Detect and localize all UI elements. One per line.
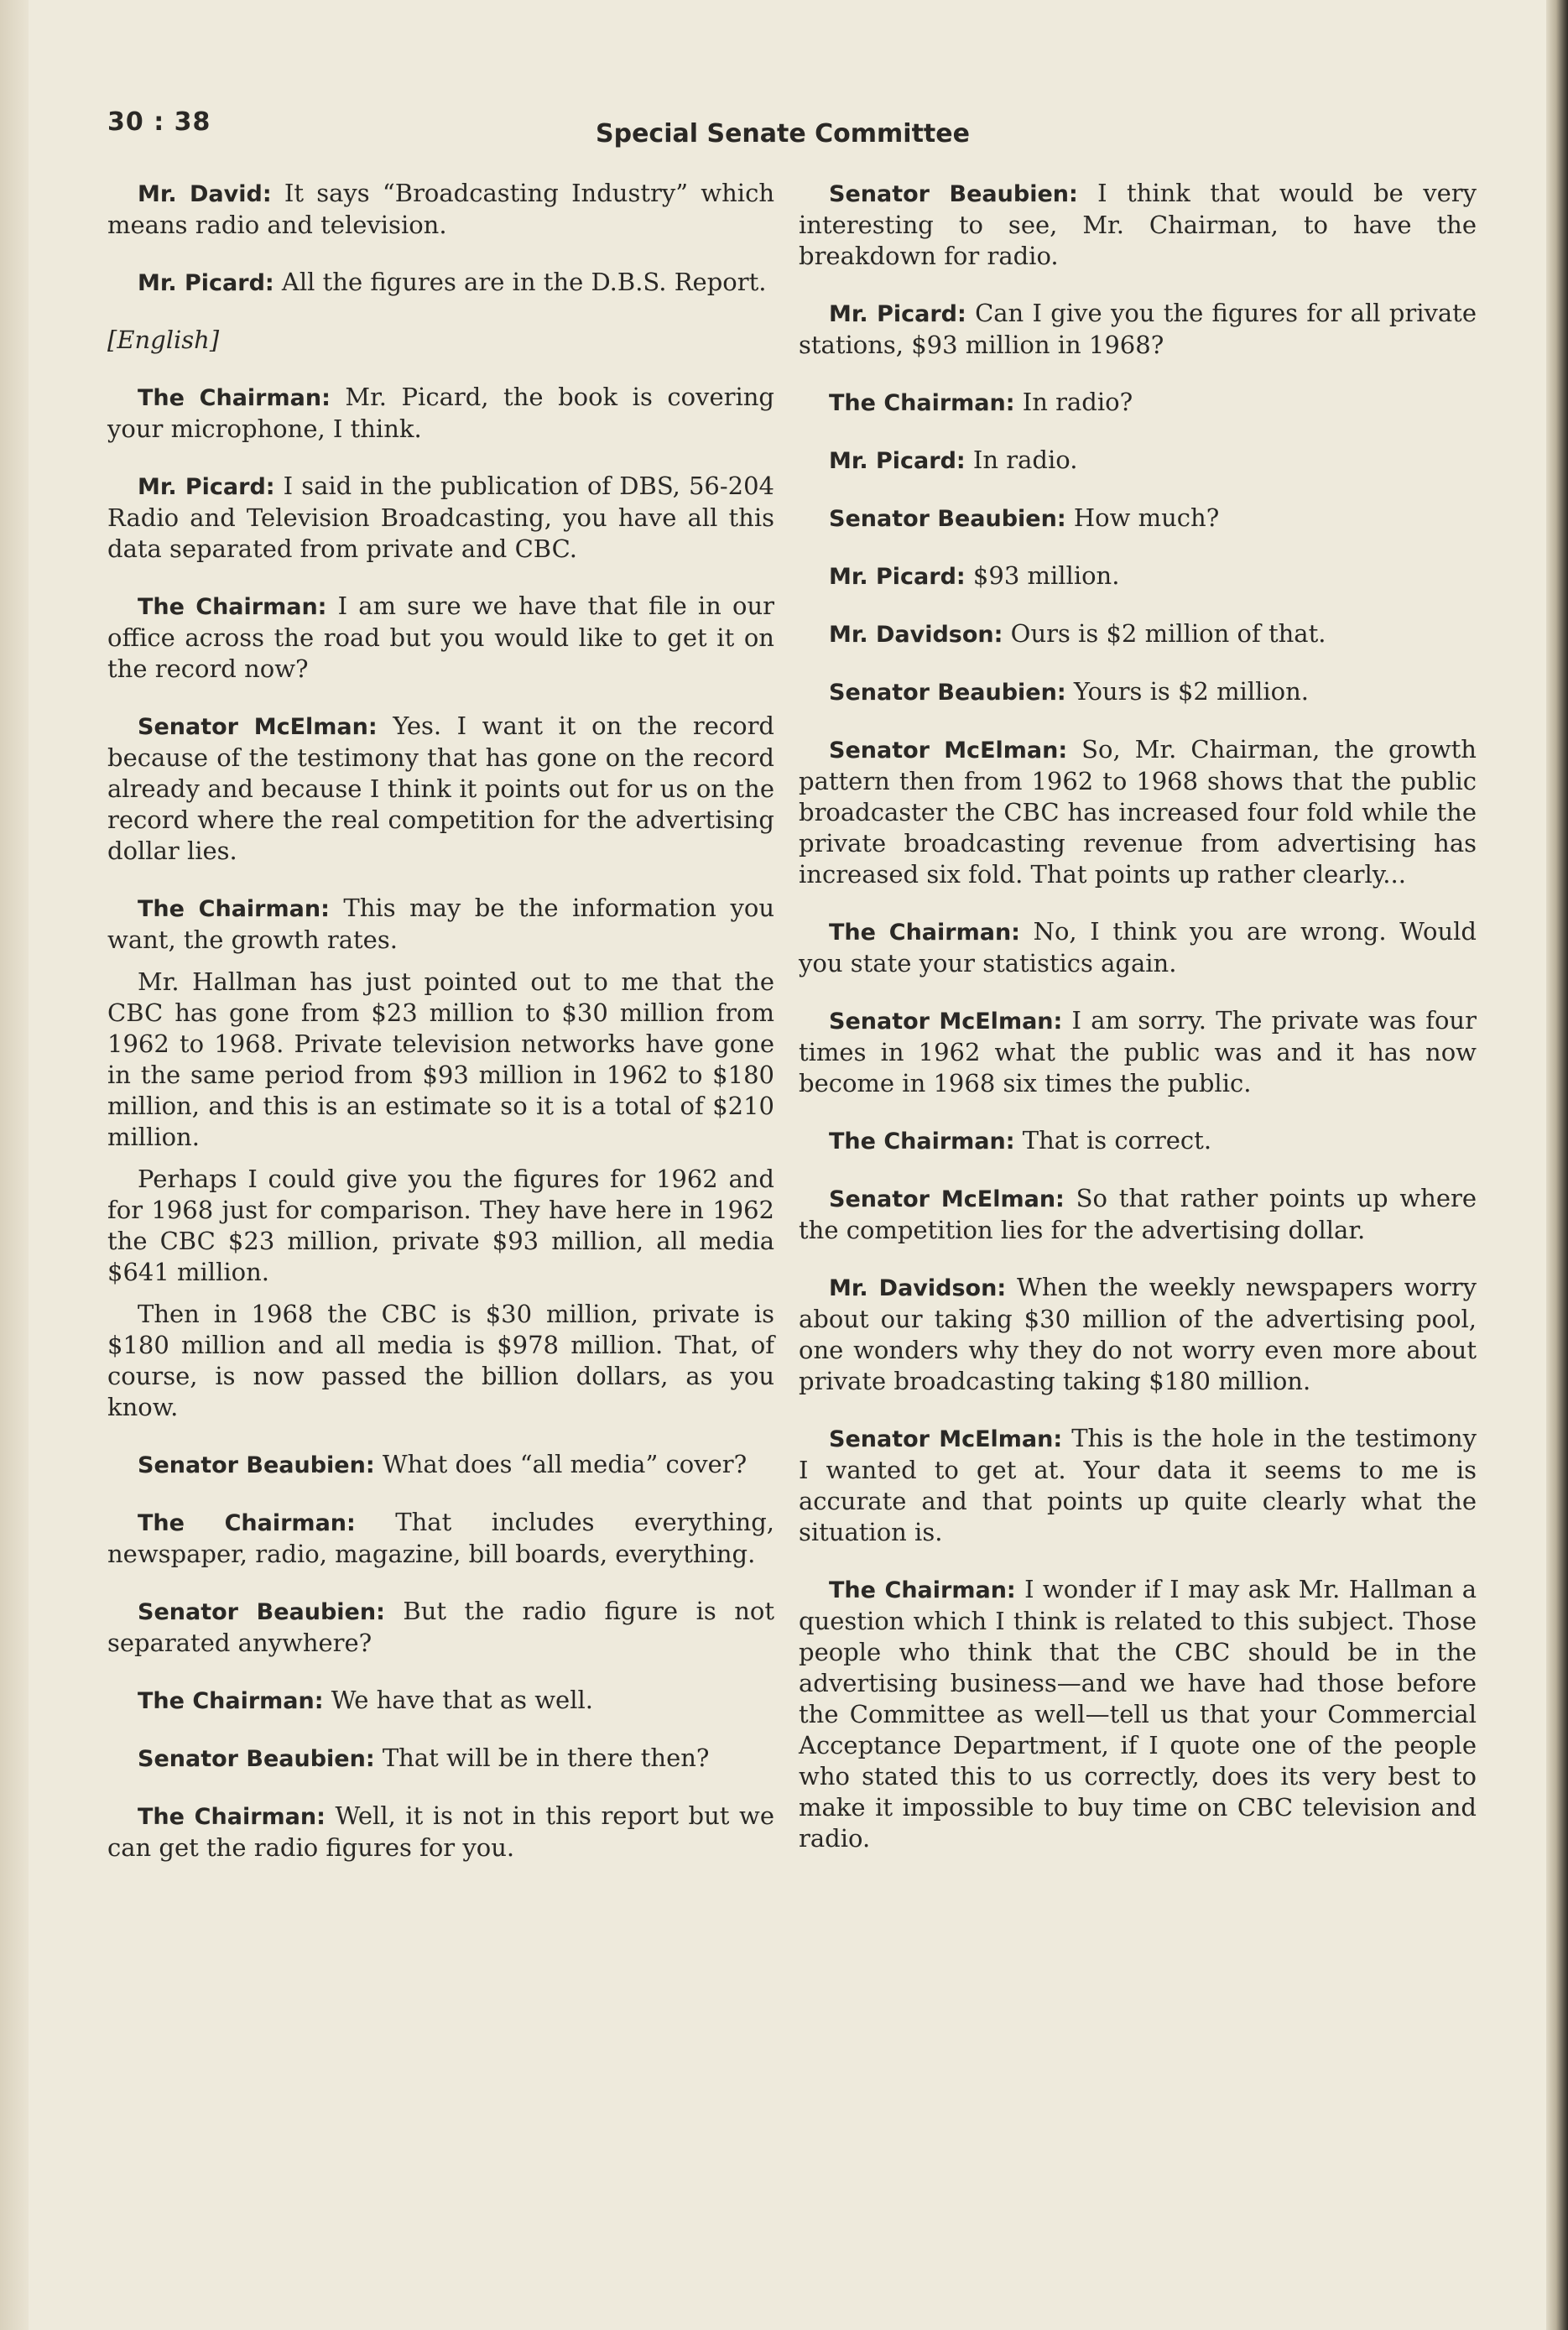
speech-text: That includes everything, newspaper, radio, magazine, bill boards, everything.	[107, 1508, 774, 1568]
transcript-paragraph	[799, 1005, 1477, 1099]
transcript-paragraph	[107, 591, 774, 685]
speaker-name: Senator McElman:	[829, 1426, 1063, 1452]
transcript-paragraph	[107, 1743, 774, 1775]
speaker-name: Senator Beaubien:	[138, 1599, 385, 1625]
transcript-paragraph	[799, 1125, 1477, 1157]
transcript-paragraph	[799, 560, 1477, 592]
transcript-paragraph	[107, 178, 774, 241]
speech-text: I am sorry. The private was four times in 1962 what the public was and it has now become in 1968 six times the public.	[799, 1006, 1477, 1097]
transcript-paragraph	[799, 1574, 1477, 1854]
speech-text: Ours is $2 million of that.	[1003, 619, 1326, 648]
transcript-paragraph	[107, 267, 774, 299]
page-edge-left	[0, 0, 29, 2330]
transcript-paragraph	[799, 676, 1477, 708]
speaker-name: The Chairman:	[829, 920, 1020, 946]
speech-text: When the weekly newspapers worry about our taking $30 million of the advertising pool, one wonders why they do not worry even more about private broadcasting taking $180 million.	[799, 1273, 1477, 1395]
transcript-paragraph	[107, 967, 774, 1153]
speech-text: This may be the information you want, the growth rates.	[107, 894, 774, 954]
speaker-name: Senator McElman:	[829, 1186, 1065, 1212]
transcript-paragraph	[799, 734, 1477, 890]
transcript-paragraph	[107, 1596, 774, 1659]
speaker-name: The Chairman:	[138, 385, 331, 411]
speech-text: We have that as well.	[323, 1686, 593, 1714]
speaker-name: Mr. Picard:	[138, 474, 275, 500]
speech-text: So that rather points up where the competition lies for the advertising dollar.	[799, 1184, 1477, 1244]
speech-text: That will be in there then?	[374, 1744, 710, 1772]
speaker-name: Mr. Picard:	[829, 448, 966, 474]
running-head: Special Senate Committee	[596, 119, 970, 149]
speaker-name: The Chairman:	[829, 390, 1015, 416]
transcript-paragraph	[107, 1507, 774, 1570]
speaker-name: The Chairman:	[829, 1129, 1015, 1155]
transcript-paragraph	[107, 1449, 774, 1481]
speech-text: $93 million.	[965, 561, 1120, 590]
speech-text: All the figures are in the D.B.S. Report.	[273, 268, 767, 296]
speech-text: How much?	[1065, 503, 1220, 532]
speaker-name: Senator McElman:	[138, 714, 378, 740]
speaker-name: The Chairman:	[138, 896, 330, 922]
speaker-name: Senator Beaubien:	[829, 181, 1078, 207]
speech-text: Can I give you the figures for all private stations, $93 million in 1968?	[799, 299, 1477, 359]
transcript-paragraph	[107, 1801, 774, 1863]
transcript-paragraph	[799, 916, 1477, 979]
speech-text: This is the hole in the testimony I wanted to get at. Your data it seems to me is accurate and that points up quite clearly what the situation is.	[799, 1424, 1477, 1546]
speech-text: Perhaps I could give you the figures for 1962 and for 1968 just for comparison. They have here in 1962 the CBC $23 million, private $93 million, all media $641 million.	[107, 1165, 774, 1286]
transcript-paragraph	[107, 711, 774, 867]
speaker-name: Senator Beaubien:	[138, 1746, 375, 1772]
speech-text: Yours is $2 million.	[1065, 677, 1310, 706]
transcript-paragraph	[107, 325, 774, 356]
speech-text: Then in 1968 the CBC is $30 million, private is $180 million and all media is $978 million. That, of course, is now passed the billion dollars, as you know.	[107, 1300, 774, 1421]
speech-text: In radio.	[965, 446, 1078, 474]
page-number: 30 : 38	[107, 107, 211, 137]
transcript-paragraph	[107, 382, 774, 445]
left-column	[107, 178, 774, 1890]
transcript-paragraph	[107, 1164, 774, 1288]
speaker-name: The Chairman:	[138, 594, 327, 620]
transcript-paragraph	[799, 178, 1477, 272]
speaker-name: Senator Beaubien:	[829, 680, 1066, 706]
speaker-name: Mr. Davidson:	[829, 1275, 1007, 1301]
speech-text: But the radio figure is not separated anywhere?	[107, 1597, 775, 1657]
transcript-paragraph	[799, 387, 1477, 419]
speech-text: I wonder if I may ask Mr. Hallman a question which I think is related to this subject. Those people who think that the CBC should be in the advertising business—and we have had those before the Committee as well—tell us that your Commercial Acceptance Department, if I quote one of the people who stated this to us correctly, does its very best to make it impossible to buy time on CBC television and radio.	[799, 1575, 1477, 1853]
speech-text: I said in the publication of DBS, 56-204 Radio and Television Broadcasting, you have all this data separated from private and CBC.	[107, 472, 775, 563]
speech-text: [English]	[107, 326, 220, 354]
speaker-name: Mr. Picard:	[829, 301, 966, 327]
speech-text: It says “Broadcasting Industry” which means radio and television.	[107, 179, 774, 239]
speaker-name: Senator McElman:	[829, 1009, 1063, 1035]
speech-text: No, I think you are wrong. Would you state your statistics again.	[799, 917, 1477, 977]
speaker-name: Senator McElman:	[829, 738, 1068, 764]
right-column	[799, 178, 1477, 1880]
speaker-name: Mr. Davidson:	[829, 622, 1003, 648]
speaker-name: Mr. Picard:	[829, 564, 966, 590]
transcript-paragraph	[799, 1183, 1477, 1246]
speech-text: Well, it is not in this report but we can get the radio figures for you.	[107, 1801, 774, 1862]
transcript-paragraph	[799, 298, 1477, 361]
speech-text: What does “all media” cover?	[374, 1450, 748, 1478]
speech-text: I think that would be very interesting to see, Mr. Chairman, to have the breakdown for radio.	[799, 179, 1477, 270]
speaker-name: Mr. Picard:	[138, 270, 274, 296]
speech-text: So, Mr. Chairman, the growth pattern then from 1962 to 1968 shows that the public broadcaster the CBC has increased four fold while the private broadcasting revenue from advertising has increased six fold. That points up rather clearly...	[799, 735, 1477, 889]
transcript-paragraph	[799, 1272, 1477, 1397]
transcript-paragraph	[799, 503, 1477, 534]
speech-text: In radio?	[1014, 388, 1133, 416]
speaker-name: Mr. David:	[138, 181, 272, 207]
speech-text: Mr. Hallman has just pointed out to me that the CBC has gone from $23 million to $30 million from 1962 to 1968. Private television networks have gone in the same period from $93 million in 1962 to $180 million, and this is an estimate so it is a total of $210 million.	[107, 967, 774, 1151]
speech-text: Yes. I want it on the record because of the testimony that has gone on the record already and because I think it points out for us on the record where the real competition for the advertising dollar lies.	[107, 712, 774, 865]
transcript-paragraph	[107, 1685, 774, 1717]
transcript-paragraph	[107, 471, 774, 565]
transcript-paragraph	[799, 445, 1477, 477]
speaker-name: The Chairman:	[138, 1804, 326, 1830]
speech-text: That is correct.	[1014, 1126, 1212, 1155]
speaker-name: Senator Beaubien:	[138, 1452, 375, 1478]
speaker-name: Senator Beaubien:	[829, 506, 1066, 532]
speaker-name: The Chairman:	[138, 1688, 324, 1714]
speech-text: Mr. Picard, the book is covering your microphone, I think.	[107, 383, 774, 443]
book-spine-shadow	[1546, 0, 1568, 2330]
speaker-name: The Chairman:	[829, 1577, 1016, 1603]
transcript-paragraph	[107, 1299, 774, 1423]
transcript-paragraph	[799, 1423, 1477, 1548]
transcript-paragraph	[799, 618, 1477, 650]
speech-text: I am sure we have that file in our office across the road but you would like to get it on the record now?	[107, 592, 774, 683]
transcript-paragraph	[107, 893, 774, 956]
speaker-name: The Chairman:	[138, 1510, 356, 1536]
